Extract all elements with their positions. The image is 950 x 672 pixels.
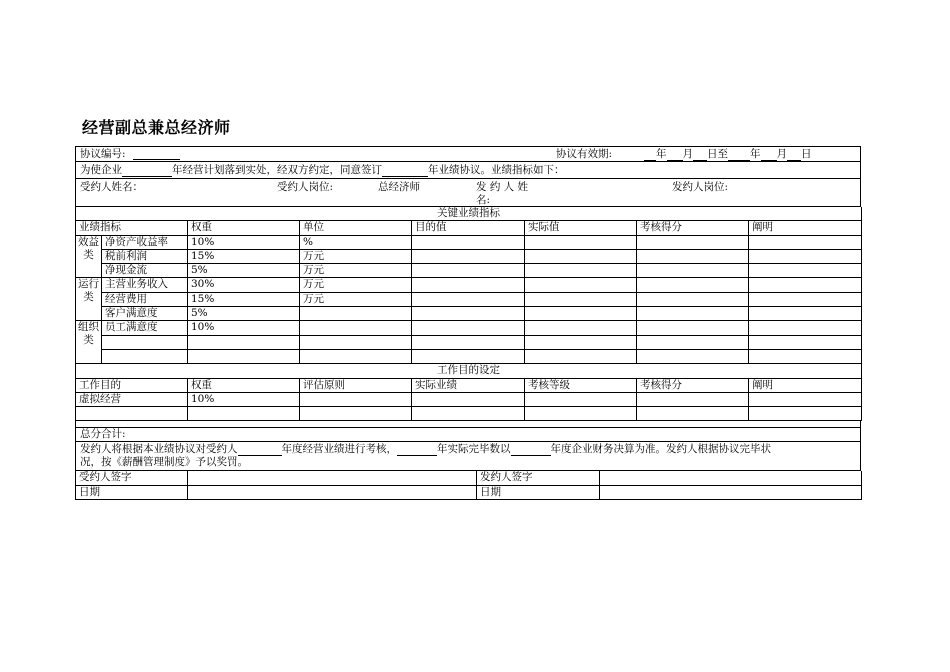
kpi-target-cell[interactable] bbox=[412, 349, 525, 363]
kpi-target-cell[interactable] bbox=[412, 249, 525, 263]
kpi-score-cell[interactable] bbox=[637, 249, 749, 263]
goal-name[interactable] bbox=[76, 407, 188, 421]
kpi-item-name: 净资产收益率 bbox=[102, 235, 188, 249]
validity-dates: 年 月 日至 年 月 日 bbox=[644, 148, 812, 161]
kpi-actual-cell[interactable] bbox=[525, 292, 637, 306]
note-text-3: 年实际完毕数以 bbox=[437, 443, 511, 456]
goals-table bbox=[75, 364, 862, 421]
kpi-item-weight: 10% bbox=[188, 235, 300, 249]
goal-name: 虚拟经营 bbox=[76, 392, 188, 406]
kpi-item-weight: 15% bbox=[188, 292, 300, 306]
intro-text-2: 年经营计划落到实处，经双方约定，同意签订 bbox=[172, 164, 382, 176]
goal-note-cell[interactable] bbox=[749, 407, 862, 421]
year-end-field[interactable] bbox=[728, 149, 750, 161]
kpi-header-weight: 权重 bbox=[188, 221, 300, 235]
note-year-field-2[interactable] bbox=[397, 444, 437, 456]
goal-grade-cell[interactable] bbox=[525, 407, 637, 421]
agreement-header-row bbox=[75, 146, 861, 162]
table-row bbox=[76, 292, 862, 306]
note-year-field-3[interactable] bbox=[511, 444, 551, 456]
kpi-item-unit: 万元 bbox=[300, 249, 412, 263]
kpi-item-weight: 30% bbox=[188, 278, 300, 292]
table-row bbox=[76, 249, 862, 263]
kpi-item-weight: 5% bbox=[188, 307, 300, 321]
month-end-field[interactable] bbox=[761, 149, 777, 161]
year-start-field[interactable] bbox=[644, 149, 656, 161]
kpi-item-name: 税前利润 bbox=[102, 249, 188, 263]
kpi-target-cell[interactable] bbox=[412, 235, 525, 249]
kpi-note-cell[interactable] bbox=[749, 249, 862, 263]
kpi-item-name: 主营业务收入 bbox=[102, 278, 188, 292]
kpi-item-weight: 15% bbox=[188, 249, 300, 263]
kpi-note-cell[interactable] bbox=[749, 321, 862, 335]
table-row bbox=[76, 335, 862, 349]
kpi-note-cell[interactable] bbox=[749, 349, 862, 363]
table-row bbox=[76, 349, 862, 363]
kpi-actual-cell[interactable] bbox=[525, 335, 637, 349]
intro-text-3: 年业绩协议。业绩指标如下： bbox=[428, 164, 565, 176]
kpi-item-unit: % bbox=[300, 235, 412, 249]
kpi-item-name[interactable] bbox=[102, 335, 188, 349]
kpi-item-unit: 万元 bbox=[300, 278, 412, 292]
kpi-actual-cell[interactable] bbox=[525, 249, 637, 263]
goal-weight: 10% bbox=[188, 392, 300, 406]
kpi-score-cell[interactable] bbox=[637, 264, 749, 278]
table-row bbox=[76, 392, 862, 406]
goals-header-principle: 评估原则 bbox=[300, 378, 412, 392]
kpi-header-indicator: 业绩指标 bbox=[76, 221, 188, 235]
kpi-actual-cell[interactable] bbox=[525, 235, 637, 249]
goal-note-cell[interactable] bbox=[749, 392, 862, 406]
kpi-header-score: 考核得分 bbox=[637, 221, 749, 235]
receiver-post-label: 受约人岗位: bbox=[277, 181, 334, 193]
kpi-score-cell[interactable] bbox=[637, 278, 749, 292]
kpi-item-unit[interactable] bbox=[300, 349, 412, 363]
kpi-item-unit: 万元 bbox=[300, 264, 412, 278]
goals-header-goal: 工作目的 bbox=[76, 378, 188, 392]
signature-table bbox=[75, 471, 862, 500]
kpi-item-weight[interactable] bbox=[188, 349, 300, 363]
kpi-note-cell[interactable] bbox=[749, 278, 862, 292]
kpi-target-cell[interactable] bbox=[412, 278, 525, 292]
kpi-score-cell[interactable] bbox=[637, 292, 749, 306]
issuer-name-label-cont: 名: bbox=[476, 194, 491, 206]
kpi-category-operation: 运行类 bbox=[76, 278, 102, 321]
note-text-2: 年度经营业绩进行考核， bbox=[281, 443, 397, 456]
day-end-field[interactable] bbox=[787, 149, 801, 161]
issuer-post-label: 发约人岗位: bbox=[672, 181, 729, 193]
receiver-date-field[interactable] bbox=[188, 485, 477, 499]
kpi-item-unit: 万元 bbox=[300, 292, 412, 306]
kpi-actual-cell[interactable] bbox=[525, 278, 637, 292]
intro-text-1: 为使企业 bbox=[80, 164, 122, 176]
kpi-header-row bbox=[76, 221, 862, 235]
issuer-sign-label: 发约人签字 bbox=[477, 471, 600, 485]
kpi-item-weight[interactable] bbox=[188, 335, 300, 349]
kpi-target-cell[interactable] bbox=[412, 321, 525, 335]
goals-section-title-row bbox=[76, 364, 862, 378]
note-text-4: 年度企业财务决算为准。发约人根据协议完毕状 bbox=[550, 443, 771, 456]
goals-header-note: 阐明 bbox=[749, 378, 862, 392]
kpi-score-cell[interactable] bbox=[637, 235, 749, 249]
company-year-field[interactable] bbox=[122, 165, 172, 177]
kpi-note-cell[interactable] bbox=[749, 235, 862, 249]
goal-score-cell[interactable] bbox=[637, 392, 749, 406]
signature-row bbox=[76, 471, 862, 485]
issuer-sign-field[interactable] bbox=[600, 471, 862, 485]
goals-header-score: 考核得分 bbox=[637, 378, 749, 392]
goal-score-cell[interactable] bbox=[637, 407, 749, 421]
note-text-1: 发约人将根据本业绩协议对受约人 bbox=[80, 443, 238, 456]
agreement-no-field[interactable] bbox=[133, 148, 180, 160]
goal-weight[interactable] bbox=[188, 407, 300, 421]
kpi-item-weight: 5% bbox=[188, 264, 300, 278]
kpi-category-organization: 组织类 bbox=[76, 321, 102, 364]
validity-label: 协议有效期: bbox=[556, 148, 613, 160]
kpi-item-name: 净现金流 bbox=[102, 264, 188, 278]
kpi-target-cell[interactable] bbox=[412, 307, 525, 321]
table-row bbox=[76, 235, 862, 249]
note-year-field-1[interactable] bbox=[238, 444, 282, 456]
kpi-item-unit bbox=[300, 321, 412, 335]
goals-header-weight: 权重 bbox=[188, 378, 300, 392]
kpi-header-actual: 实际值 bbox=[525, 221, 637, 235]
note-row bbox=[75, 442, 861, 471]
kpi-actual-cell[interactable] bbox=[525, 321, 637, 335]
month-start-field[interactable] bbox=[667, 149, 683, 161]
kpi-note-cell[interactable] bbox=[749, 335, 862, 349]
date-row bbox=[76, 485, 862, 499]
kpi-item-name: 经营费用 bbox=[102, 292, 188, 306]
issuer-date-label: 日期 bbox=[477, 485, 600, 499]
kpi-target-cell[interactable] bbox=[412, 292, 525, 306]
goals-header-grade: 考核等级 bbox=[525, 378, 637, 392]
page-title: 经营副总兼总经济师 bbox=[82, 118, 231, 137]
kpi-header-target: 目的值 bbox=[412, 221, 525, 235]
kpi-actual-cell[interactable] bbox=[525, 307, 637, 321]
intro-row bbox=[75, 162, 861, 179]
table-row bbox=[76, 321, 862, 335]
parties-row bbox=[75, 179, 861, 207]
goal-actual-cell[interactable] bbox=[412, 392, 525, 406]
kpi-item-name: 客户满意度 bbox=[102, 307, 188, 321]
goal-grade-cell[interactable] bbox=[525, 392, 637, 406]
total-row bbox=[75, 428, 861, 442]
receiver-sign-field[interactable] bbox=[188, 471, 477, 485]
kpi-score-cell[interactable] bbox=[637, 307, 749, 321]
receiver-date-label: 日期 bbox=[76, 485, 188, 499]
kpi-header-unit: 单位 bbox=[300, 221, 412, 235]
kpi-score-cell[interactable] bbox=[637, 321, 749, 335]
table-row bbox=[76, 307, 862, 321]
receiver-name-label: 受约人姓名： bbox=[80, 181, 143, 193]
kpi-item-weight: 10% bbox=[188, 321, 300, 335]
kpi-actual-cell[interactable] bbox=[525, 264, 637, 278]
kpi-score-cell[interactable] bbox=[637, 335, 749, 349]
kpi-section-title-row bbox=[76, 207, 862, 221]
kpi-table bbox=[75, 207, 862, 364]
total-label: 总分合计: bbox=[80, 428, 126, 441]
table-row bbox=[76, 264, 862, 278]
kpi-item-name[interactable] bbox=[102, 349, 188, 363]
agreement-form bbox=[75, 146, 861, 500]
kpi-note-cell[interactable] bbox=[749, 307, 862, 321]
spacer-row bbox=[75, 421, 861, 428]
kpi-note-cell[interactable] bbox=[749, 292, 862, 306]
goal-principle-cell[interactable] bbox=[300, 392, 412, 406]
kpi-item-unit bbox=[300, 307, 412, 321]
agreement-year-field[interactable] bbox=[382, 165, 428, 177]
receiver-post-value: 总经济师 bbox=[378, 181, 420, 193]
issuer-date-field[interactable] bbox=[600, 485, 862, 499]
goals-header-actual: 实际业绩 bbox=[412, 378, 525, 392]
table-row bbox=[76, 407, 862, 421]
goal-actual-cell[interactable] bbox=[412, 407, 525, 421]
day-start-field[interactable] bbox=[693, 149, 707, 161]
kpi-target-cell[interactable] bbox=[412, 335, 525, 349]
kpi-actual-cell[interactable] bbox=[525, 349, 637, 363]
goals-header-row bbox=[76, 378, 862, 392]
table-row bbox=[76, 278, 862, 292]
agreement-no-label: 协议编号: bbox=[80, 148, 126, 160]
kpi-target-cell[interactable] bbox=[412, 264, 525, 278]
kpi-note-cell[interactable] bbox=[749, 264, 862, 278]
issuer-name-label: 发 约 人 姓 bbox=[476, 181, 529, 193]
goals-section-title: 工作目的设定 bbox=[76, 364, 862, 378]
kpi-header-note: 阐明 bbox=[749, 221, 862, 235]
kpi-section-title: 关键业绩指标 bbox=[76, 207, 862, 221]
receiver-sign-label: 受约人签字 bbox=[76, 471, 188, 485]
goal-principle-cell[interactable] bbox=[300, 407, 412, 421]
kpi-item-name: 员工满意度 bbox=[102, 321, 188, 335]
kpi-item-unit[interactable] bbox=[300, 335, 412, 349]
note-text-5: 况，按《薪酬管理制度》予以奖罚。 bbox=[80, 456, 248, 469]
kpi-category-benefit: 效益类 bbox=[76, 235, 102, 278]
kpi-score-cell[interactable] bbox=[637, 349, 749, 363]
